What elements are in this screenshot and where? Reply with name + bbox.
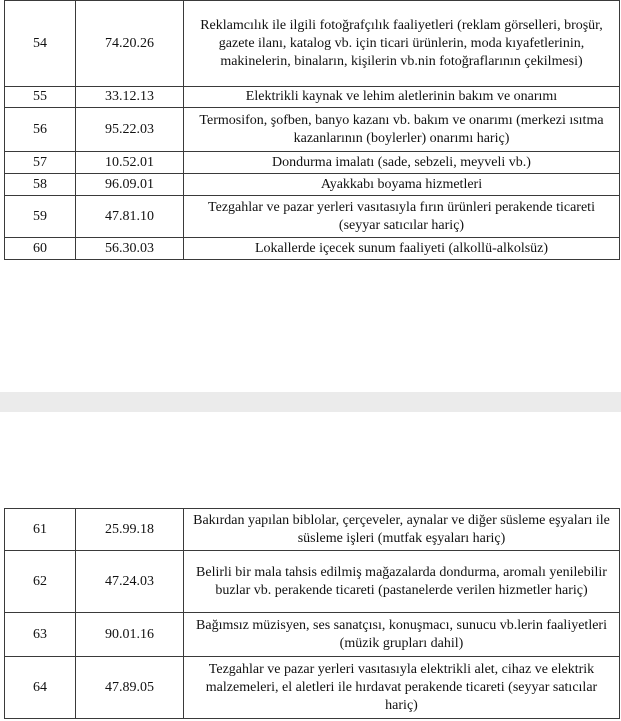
- row-number: 55: [5, 87, 76, 108]
- row-number: 63: [5, 613, 76, 657]
- activity-code: 74.20.26: [76, 1, 184, 87]
- activity-code: 47.81.10: [76, 196, 184, 238]
- activity-description: Lokallerde içecek sunum faaliyeti (alkollü-alkolsüz): [184, 238, 620, 260]
- activity-description: Bağımsız müzisyen, ses sanatçısı, konuşmacı, sunucu vb.lerin faaliyetleri (müzik grupları dahil): [184, 613, 620, 657]
- activity-code: 33.12.13: [76, 87, 184, 108]
- table-row: [5, 238, 620, 260]
- table-row: [5, 1, 620, 87]
- activity-code: 10.52.01: [76, 152, 184, 174]
- row-number: 60: [5, 238, 76, 260]
- row-number: 61: [5, 509, 76, 551]
- table-row: [5, 87, 620, 108]
- activity-description: Reklamcılık ile ilgili fotoğrafçılık faaliyetleri (reklam görselleri, broşür, gazete ilanı, katalog vb. için ticari ürünlerin, moda kıyafetlerinin, makinelerin, binaların, kişilerin vb.nin fotoğraflarının çekilmesi): [184, 1, 620, 87]
- table-row: [5, 509, 620, 551]
- page-break-band: [0, 392, 621, 412]
- row-number: 62: [5, 551, 76, 613]
- row-number: 58: [5, 174, 76, 196]
- activity-code: 90.01.16: [76, 613, 184, 657]
- row-number: 54: [5, 1, 76, 87]
- activity-description: Termosifon, şofben, banyo kazanı vb. bakım ve onarımı (merkezi ısıtma kazanlarının (boylerler) onarımı hariç): [184, 108, 620, 152]
- table-row: [5, 174, 620, 196]
- activity-description: Tezgahlar ve pazar yerleri vasıtasıyla fırın ürünleri perakende ticareti (seyyar satıcılar hariç): [184, 196, 620, 238]
- table-row: [5, 613, 620, 657]
- activity-description: Ayakkabı boyama hizmetleri: [184, 174, 620, 196]
- table-row: [5, 196, 620, 238]
- activity-code: 25.99.18: [76, 509, 184, 551]
- table-row: [5, 551, 620, 613]
- table-row: [5, 152, 620, 174]
- table-row: [5, 108, 620, 152]
- activity-code: 95.22.03: [76, 108, 184, 152]
- activity-code: 47.89.05: [76, 657, 184, 719]
- activity-code: 96.09.01: [76, 174, 184, 196]
- activity-table-upper: [4, 0, 620, 260]
- row-number: 56: [5, 108, 76, 152]
- table-row: [5, 657, 620, 719]
- activity-description: Elektrikli kaynak ve lehim aletlerinin bakım ve onarımı: [184, 87, 620, 108]
- activity-table-lower: [4, 508, 620, 719]
- row-number: 57: [5, 152, 76, 174]
- activity-code: 56.30.03: [76, 238, 184, 260]
- activity-code: 47.24.03: [76, 551, 184, 613]
- activity-description: Belirli bir mala tahsis edilmiş mağazalarda dondurma, aromalı yenilebilir buzlar vb. perakende ticareti (pastanelerde verilen hizmetler hariç): [184, 551, 620, 613]
- row-number: 64: [5, 657, 76, 719]
- row-number: 59: [5, 196, 76, 238]
- activity-description: Bakırdan yapılan biblolar, çerçeveler, aynalar ve diğer süsleme eşyaları ile süsleme işleri (mutfak eşyaları hariç): [184, 509, 620, 551]
- activity-description: Tezgahlar ve pazar yerleri vasıtasıyla elektrikli alet, cihaz ve elektrik malzemeleri, el aletleri ile hırdavat perakende ticareti (seyyar satıcılar hariç): [184, 657, 620, 719]
- activity-description: Dondurma imalatı (sade, sebzeli, meyveli vb.): [184, 152, 620, 174]
